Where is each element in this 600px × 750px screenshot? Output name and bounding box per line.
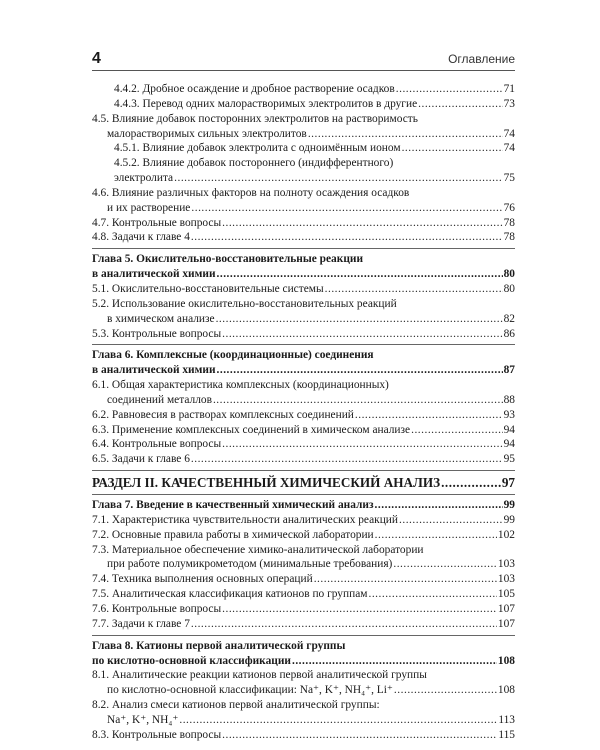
toc-entry-title: 6.5. Задачи к главе 6 (92, 453, 190, 466)
section-divider (92, 635, 515, 636)
toc-entry[interactable] (92, 728, 515, 743)
toc-page-number: 80 (503, 268, 515, 281)
toc-entry[interactable] (92, 82, 515, 97)
toc-page-number: 76 (503, 201, 515, 214)
dot-leader (393, 557, 497, 572)
toc-entry[interactable] (92, 423, 515, 438)
section-divider (92, 494, 515, 495)
toc-page-number: 95 (503, 453, 515, 466)
toc-entry-title: 7.3. Материальное обеспечение химико-аналитической лаборатории (92, 543, 424, 556)
toc-chapter-heading[interactable] (92, 498, 515, 513)
toc-entry-title: 4.5.1. Влияние добавок электролита с одноимённым ионом (114, 142, 401, 155)
table-of-contents (92, 82, 515, 743)
toc-page-number: 73 (503, 97, 515, 110)
toc-entry[interactable] (92, 668, 515, 698)
toc-entry[interactable] (92, 297, 515, 327)
dot-leader (222, 437, 502, 452)
dot-leader (418, 97, 502, 112)
toc-entry[interactable] (92, 408, 515, 423)
toc-entry-title: 4.5. Влияние добавок посторонних электролитов на растворимость (92, 112, 418, 125)
toc-entry-title: малорастворимых сильных электролитов (107, 127, 307, 140)
dot-leader (216, 312, 503, 327)
toc-entry-title: 5.1. Окислительно-восстановительные системы (92, 282, 324, 295)
running-title: Оглавление (448, 52, 515, 66)
toc-entry-title: 7.4. Техника выполнения основных операций (92, 573, 313, 586)
toc-entry[interactable] (92, 437, 515, 452)
toc-page-number: 71 (503, 83, 515, 95)
toc-entry-title: при работе полумикрометодом (минимальные требования) (107, 558, 393, 571)
toc-page-number: 103 (497, 558, 515, 571)
dot-leader (191, 617, 497, 632)
toc-page-number: 87 (503, 364, 515, 377)
page-number: 4 (92, 50, 101, 67)
dot-leader (411, 423, 503, 438)
toc-entry-title: 6.4. Контрольные вопросы (92, 438, 222, 451)
toc-entry-title: Глава 7. Введение в качественный химический анализ (92, 499, 374, 512)
dot-leader (222, 728, 497, 743)
toc-entry[interactable] (92, 617, 515, 632)
toc-entry-title: по кислотно-основной классификации (92, 654, 291, 667)
toc-page-number: 115 (498, 728, 515, 741)
toc-page-number: 74 (503, 127, 515, 140)
dot-leader (396, 82, 503, 97)
toc-page-number: 99 (503, 513, 515, 526)
dot-leader (222, 327, 502, 342)
toc-entry[interactable] (92, 378, 515, 408)
toc-entry[interactable] (92, 602, 515, 617)
toc-entry[interactable] (92, 327, 515, 342)
toc-page-number: 97 (501, 475, 515, 491)
toc-page-number: 78 (503, 231, 515, 244)
toc-page-number: 113 (498, 713, 515, 726)
toc-entry-title: 8.3. Контрольные вопросы (92, 728, 222, 741)
dot-leader (222, 216, 502, 231)
toc-entry[interactable] (92, 230, 515, 245)
toc-page-number: 82 (503, 312, 515, 325)
toc-entry-title: 6.2. Равновесия в растворах комплексных соединений (92, 408, 354, 421)
toc-entry-title: 4.7. Контрольные вопросы (92, 216, 222, 229)
dot-leader (308, 127, 503, 142)
toc-entry[interactable] (92, 587, 515, 602)
toc-entry-title: 4.5.2. Влияние добавок постороннего (индифферентного) (114, 157, 394, 170)
toc-page-number: 86 (503, 327, 515, 340)
dot-leader (213, 393, 503, 408)
toc-entry-title: электролита (114, 172, 174, 185)
toc-entry-title: и их растворение (107, 201, 191, 214)
toc-entry-title: 7.2. Основные правила работы в химической лаборатории (92, 528, 374, 541)
toc-page-number: 108 (497, 654, 515, 667)
toc-page-number: 78 (503, 216, 515, 229)
toc-entry[interactable] (92, 216, 515, 231)
section-divider (92, 344, 515, 345)
toc-page-number: 93 (503, 408, 515, 421)
toc-entry[interactable] (92, 141, 515, 156)
toc-entry-title: Глава 6. Комплексные (координационные) соединения (92, 349, 374, 362)
dot-leader (222, 602, 497, 617)
toc-entry-title: Глава 5. Окислительно-восстановительные реакции (92, 253, 364, 266)
dot-leader (179, 713, 497, 728)
toc-entry-title: 5.2. Использование окислительно-восстановительных реакций (92, 297, 397, 310)
toc-entry-title: 5.3. Контрольные вопросы (92, 327, 222, 340)
toc-chapter-heading[interactable] (92, 348, 515, 378)
toc-entry[interactable] (92, 543, 515, 573)
dot-leader (191, 201, 502, 216)
dot-leader (217, 267, 503, 282)
dot-leader (191, 230, 503, 245)
dot-leader (394, 683, 497, 698)
toc-page-number: 102 (497, 528, 515, 541)
dot-leader (375, 528, 497, 543)
dot-leader (399, 513, 503, 528)
toc-page-number: 105 (497, 588, 515, 601)
toc-entry-title: в аналитической химии (92, 268, 216, 281)
toc-entry[interactable] (92, 156, 515, 186)
dot-leader (402, 141, 503, 156)
toc-page-number: 108 (497, 684, 515, 697)
toc-page-number: 99 (503, 499, 515, 512)
toc-entry[interactable] (92, 282, 515, 297)
dot-leader (441, 474, 501, 491)
toc-entry-title: 7.1. Характеристика чувствительности аналитических реакций (92, 513, 399, 526)
section-divider (92, 470, 515, 471)
dot-leader (292, 654, 497, 669)
toc-entry-title: Na⁺, K⁺, NH₄⁺ (107, 713, 179, 726)
toc-entry[interactable] (92, 186, 515, 216)
toc-entry[interactable] (92, 528, 515, 543)
toc-entry-title: в аналитической химии (92, 364, 216, 377)
toc-entry-title: соединений металлов (107, 393, 212, 406)
toc-page-number: 94 (503, 423, 515, 436)
toc-page-number: 88 (503, 393, 515, 406)
dot-leader (368, 587, 496, 602)
toc-page-number: 94 (503, 438, 515, 451)
toc-entry[interactable] (92, 97, 515, 112)
toc-entry-title: 4.4.3. Перевод одних малорастворимых электролитов в другие (114, 97, 418, 110)
toc-entry[interactable] (92, 452, 515, 467)
dot-leader (325, 282, 503, 297)
dot-leader (355, 408, 503, 423)
toc-entry-title: по кислотно-основной классификации: Na⁺, K⁺, NH₄⁺, Li⁺ (107, 684, 393, 697)
toc-entry-title: 8.2. Анализ смеси катионов первой аналитической группы: (92, 699, 380, 712)
toc-entry-title: 7.5. Аналитическая классификация катионов по группам (92, 588, 368, 601)
toc-entry[interactable] (92, 572, 515, 587)
toc-entry-title: 4.6. Влияние различных факторов на полноту осаждения осадков (92, 186, 410, 199)
toc-entry-title: 7.7. Задачи к главе 7 (92, 617, 190, 630)
toc-entry-title: 4.8. Задачи к главе 4 (92, 231, 190, 244)
dot-leader (174, 171, 502, 186)
toc-entry-title: 7.6. Контрольные вопросы (92, 603, 222, 615)
toc-section-heading[interactable] (92, 474, 515, 491)
toc-entry-title: РАЗДЕЛ II. КАЧЕСТВЕННЫЙ ХИМИЧЕСКИЙ АНАЛИЗ (92, 475, 441, 491)
toc-entry-title: 6.3. Применение комплексных соединений в химическом анализе (92, 423, 411, 436)
dot-leader (314, 572, 497, 587)
dot-leader (375, 498, 503, 513)
toc-page-number: 80 (503, 282, 515, 295)
toc-chapter-heading[interactable] (92, 252, 515, 282)
toc-entry-title: 8.1. Аналитические реакции катионов первой аналитической группы (92, 669, 427, 682)
toc-chapter-heading[interactable] (92, 639, 515, 669)
toc-entry-title: в химическом анализе (107, 312, 215, 325)
toc-entry-title: 4.4.2. Дробное осаждение и дробное растворение осадков (114, 83, 395, 95)
dot-leader (191, 452, 503, 467)
toc-page-number: 107 (497, 603, 515, 615)
toc-page-number: 103 (497, 573, 515, 586)
page-header (92, 50, 515, 71)
dot-leader (217, 363, 503, 378)
toc-entry[interactable] (92, 112, 515, 142)
toc-page-number: 74 (503, 142, 515, 155)
toc-page-number: 75 (503, 172, 515, 185)
toc-entry-title: Глава 8. Катионы первой аналитической группы (92, 639, 346, 652)
toc-page-number: 107 (497, 617, 515, 630)
section-divider (92, 248, 515, 249)
toc-entry-title: 6.1. Общая характеристика комплексных (координационных) (92, 379, 389, 392)
toc-entry[interactable] (92, 513, 515, 528)
toc-entry[interactable] (92, 698, 515, 728)
